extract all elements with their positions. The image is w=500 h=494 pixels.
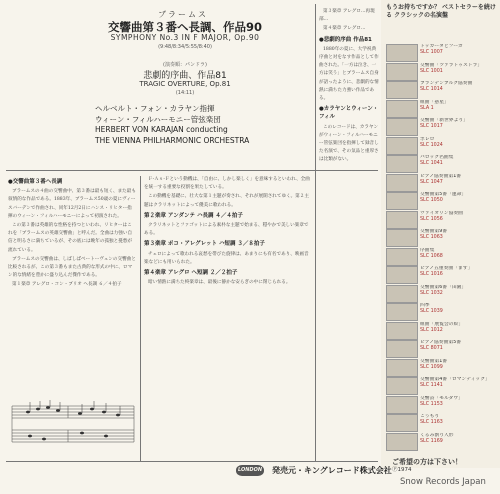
catalog-item-thumbnail	[386, 44, 418, 62]
movement-timings: (9:48/8:34/5:55/8:40)	[158, 44, 212, 50]
catalog-item-title: 交響曲第4番「ロマンティック」	[420, 377, 490, 382]
catalog-item-thumbnail	[386, 396, 418, 414]
catalog-item-title: 組曲「惑星」	[420, 99, 449, 105]
work-title-en: SYMPHONY No.3 IN F MAJOR, Op.90	[110, 33, 260, 42]
catalog-item-title: ピアノ五重奏曲「ます」	[420, 266, 473, 271]
conductor-credit-en: HERBERT VON KARAJAN conducting	[95, 125, 228, 134]
catalog-item	[420, 192, 497, 210]
catalog-item-thumbnail	[386, 211, 418, 229]
catalog-item-thumbnail	[386, 248, 418, 266]
notes-column-3	[319, 8, 379, 458]
catalog-item-title: 交響詩「モルダウ」	[420, 395, 463, 401]
work-title-jp: 交響曲第３番ヘ長調、作品90	[107, 20, 262, 34]
column-divider-2	[315, 4, 316, 461]
label-logo-text: LONDON	[237, 466, 263, 473]
catalog-item-number: SLC 1017	[420, 124, 443, 129]
paragraph: 暗い情熱に満ちた終楽章は、最後に静かな安らぎの中に閉じられる。	[148, 280, 291, 286]
catalog-item-thumbnail	[386, 192, 418, 210]
copyright-year: Ⓟ1974	[392, 467, 412, 473]
catalog-item	[420, 174, 497, 192]
catalog-item-title: ボレロ	[420, 136, 435, 142]
catalog-item-thumbnail	[386, 229, 418, 247]
catalog-item-title: 交響曲第9番	[420, 229, 448, 234]
paragraph: 第３楽章 アレグロ…再現部…	[319, 9, 375, 23]
catalog-item	[420, 155, 497, 173]
catalog-item-thumbnail	[386, 137, 418, 155]
catalog-item	[420, 81, 497, 99]
orchestra-credit-en: THE VIENNA PHILHARMONIC ORCHESTRA	[95, 135, 250, 145]
section-heading-performers: ●カラヤンとウィーン・フィル	[319, 106, 379, 121]
catalog-item	[420, 340, 497, 358]
catalog-item-thumbnail	[386, 433, 418, 451]
catalog-item-title: くるみ割り人形	[420, 432, 454, 438]
catalog-tagline: もうお持ちですか？ ベストセラーを続ける クラシックの名演盤	[386, 4, 496, 19]
catalog-item-title: トッカータとフーガ	[420, 44, 463, 49]
catalog-item-title: 交響曲第6番「田園」	[420, 284, 467, 290]
catalog-item	[420, 396, 497, 414]
notes-column-2	[144, 176, 312, 459]
catalog-item-number: SLC 1099	[420, 364, 443, 370]
movement-heading: 第４楽章 アレグロ ヘ短調 ２／２拍子	[144, 270, 238, 277]
catalog-item	[420, 63, 497, 81]
catalog-item-number: SLA 1	[420, 105, 434, 111]
catalog-item-thumbnail	[386, 118, 418, 136]
catalog-item	[420, 414, 497, 432]
catalog-item	[420, 211, 497, 229]
paragraph: このレコードは、カラヤンがウィーン・フィルハーモニー管弦楽団を指揮して録音した名演で、その気品と重厚さは比類がない。	[319, 124, 379, 163]
catalog-item-number: SLC 1039	[420, 309, 443, 314]
catalog-item-number: SLC 1153	[420, 401, 443, 407]
movement-heading: 第２楽章 アンダンテ ハ長調 ４／４拍子	[144, 212, 243, 219]
catalog-item-thumbnail	[386, 155, 418, 173]
paragraph: 第４楽章 アレグロ…	[323, 26, 366, 32]
catalog-item-thumbnail	[386, 322, 418, 340]
catalog-item-number: SLC 8071	[420, 346, 443, 351]
catalog-item	[420, 377, 497, 395]
catalog-item-number: SLC 1163	[420, 420, 443, 425]
catalog-item-number: SLC 1014	[420, 87, 443, 92]
catalog-item-thumbnail	[386, 81, 418, 99]
catalog-item-number: SLC 1068	[420, 253, 443, 259]
catalog-item-title: 交響曲第5番「運命」	[420, 192, 467, 197]
catalog-item-title: バロック名曲集	[420, 155, 454, 160]
catalog-item-number: SLC 1050	[420, 198, 443, 203]
catalog-item-number: SLC 1056	[420, 216, 443, 222]
composer-name: ブラームス	[158, 10, 208, 19]
conductor-credit-jp: ヘルベルト・フォン・カラヤン指揮	[95, 104, 215, 113]
section-heading-symphony: ●交響曲第３番ヘ長調	[8, 179, 63, 185]
movement-heading: 第３楽章 ポコ・アレグレット ハ短調 ３／８拍子	[144, 241, 265, 248]
catalog-item	[420, 44, 497, 62]
catalog-item-number: SLC 1047	[420, 179, 443, 185]
catalog-item-thumbnail	[386, 266, 418, 284]
catalog-item-title: こうもり	[420, 414, 440, 419]
catalog-item-title: ヴァイオリン協奏曲	[420, 210, 463, 216]
catalog-footer: ご希望の方は下さい！	[392, 458, 462, 466]
paragraph: 1880年の夏に、大学祝典序曲と対をなす作品として作曲された。「一方は泣き、一方は笑う」とブラームス自身が語ったように、悲劇的な情熱に満ちた力強い作品である。	[319, 46, 379, 102]
watermark: Snow Records Japan	[400, 477, 486, 487]
column-divider-1	[140, 176, 141, 461]
music-notation-example	[8, 398, 138, 460]
section-heading-overture: ●悲劇的序曲 作品81	[319, 36, 372, 43]
catalog-item-number: SLC 1016	[420, 272, 443, 277]
paragraph: 第１楽章 アレグロ・コン・ブリオ ヘ長調 ６／４拍子	[12, 282, 122, 288]
catalog-item	[420, 118, 497, 136]
performer-credits	[95, 104, 315, 146]
catalog-item-title: 交響曲「新世界より」	[420, 118, 468, 123]
catalog-item-number: SLC 1024	[420, 142, 443, 148]
catalog-item-thumbnail	[386, 100, 418, 118]
paragraph: ブラームスの交響曲は、しばしばベートーヴェンの交響曲と比較されるが、この第３番もまた古典的な形式の中に、ロマン的な情緒を豊かに盛り込んだ傑作である。	[8, 256, 136, 279]
catalog-item-number: SLC 1001	[420, 68, 443, 74]
coupling-timing: (14:11)	[175, 90, 195, 96]
catalog-item-thumbnail	[386, 174, 418, 192]
paragraph: クラリネットとファゴットによる素朴な主題で始まる、穏やかで美しい楽章である。	[144, 223, 309, 237]
catalog-item	[420, 285, 497, 303]
catalog-item	[420, 266, 497, 284]
catalog-item-title: 組曲「展覧会の絵」	[420, 321, 464, 327]
catalog-item-title: ブランデンブルク協奏曲	[420, 81, 473, 86]
catalog-item-number: SLC 1007	[420, 50, 443, 55]
catalog-item-title: 交響曲「ツァラトゥストラ」	[420, 62, 483, 68]
catalog-item-number: SLC 1141	[420, 383, 443, 388]
catalog-item	[420, 433, 497, 451]
notes-column-1	[8, 176, 136, 394]
paragraph: Ｆ‐Ａｓ‐Ｆという動機は、「自由に、しかし楽しく」を意味するといわれ、全曲を統一する重要な役割を果たしている。	[144, 177, 310, 191]
coupling-title-en: TRAGIC OVERTURE, Op.81	[139, 80, 231, 88]
catalog-item	[420, 248, 497, 266]
catalog-item	[420, 137, 497, 155]
catalog-item	[420, 303, 497, 321]
catalog-item-thumbnail	[386, 414, 418, 432]
catalog-item-title: 序曲集	[420, 247, 435, 253]
catalog-item	[420, 322, 497, 340]
catalog-item-thumbnail	[386, 63, 418, 81]
catalog-item-thumbnail	[386, 285, 418, 303]
orchestra-credit-jp: ウィーン・フィルハーモニー管弦楽団	[95, 114, 221, 124]
coupling-title-jp: 悲劇的序曲、作品81	[143, 71, 227, 81]
paragraph: チェロによって歌われる哀愁を帯びた旋律は、あまりにも有名であり、映画音楽などにも用いられた。	[144, 251, 309, 265]
paragraph: ブラームスの４曲の交響曲中、第３番は最も短く、また最も叙情的な作品である。1883年、ブラームス50歳の夏にヴィースバーデンで作曲され、同年12月2日にハンス・リヒター指揮のウィーン・フィルハーモニーによって初演された。	[8, 189, 136, 219]
intro-note: (演奏順：パンドラ)	[163, 62, 207, 68]
catalog-item-number: SLC 1041	[420, 161, 443, 166]
catalog-item-number: SLC 1012	[420, 327, 443, 333]
catalog-item-number: SLC 1169	[420, 438, 443, 444]
distributor-name: 発売元・キングレコード株式会社	[272, 466, 392, 475]
catalog-item-number: SLC 1063	[420, 235, 443, 240]
paragraph: この動機を基礎に、壮大な第１主題が奏され、それが展開されてゆく。第２主題はクラリネットによって優美に歌われる。	[144, 194, 309, 208]
catalog-item-title: 交響曲第1番	[420, 358, 448, 364]
catalog-item-thumbnail	[386, 359, 418, 377]
catalog-item	[420, 229, 497, 247]
catalog-item	[420, 359, 497, 377]
catalog-item-number: SLC 1032	[420, 290, 443, 296]
catalog-item-thumbnail	[386, 303, 418, 321]
footer-divider	[6, 461, 378, 462]
catalog-item	[420, 100, 497, 118]
catalog-item-thumbnail	[386, 377, 418, 395]
catalog-item-title: ピアノ協奏曲第5番	[420, 340, 462, 345]
paragraph: この第３番は英雄的な性格を持つといわれ、リヒターはこれを「ブラームスの英雄交響曲」と呼んだ。全曲は力強い自信と明るさに満ちているが、その底には晩年の孤独と憂愁が流れている。	[8, 223, 133, 253]
catalog-item-title: ピアノ協奏曲第1番	[420, 173, 462, 179]
catalog-item-thumbnail	[386, 340, 418, 358]
catalog-item-title: 四季	[420, 303, 430, 308]
